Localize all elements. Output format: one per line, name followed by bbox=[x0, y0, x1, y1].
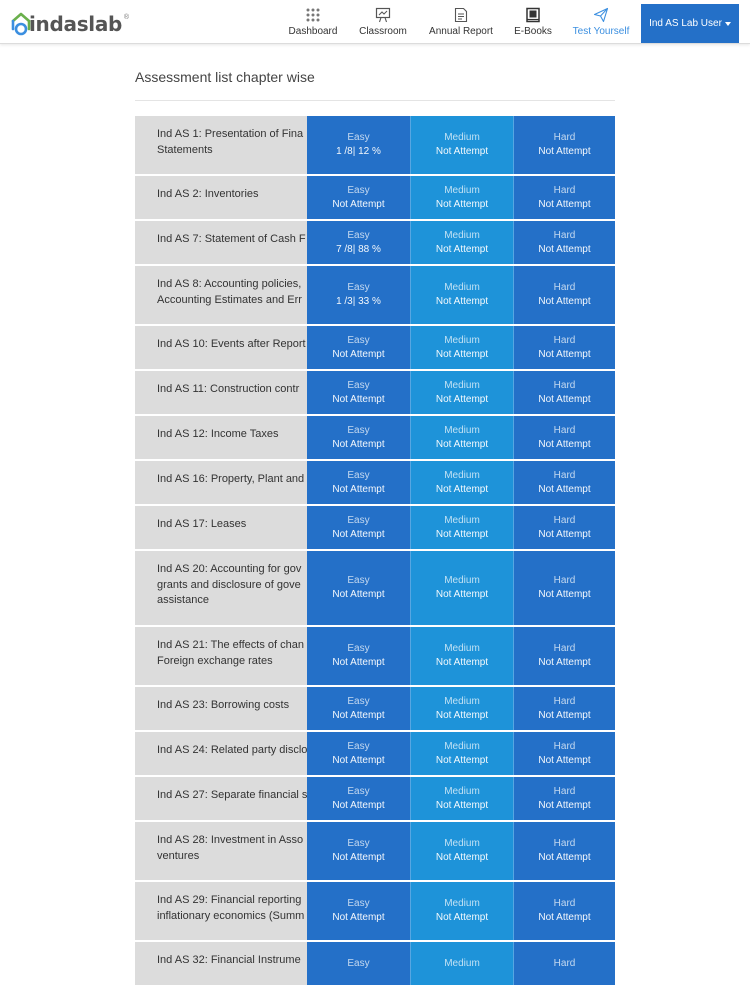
hard-assessment-cell[interactable] bbox=[513, 506, 615, 549]
divider bbox=[135, 100, 615, 101]
medium-assessment-cell[interactable] bbox=[410, 221, 513, 264]
medium-result: Not Attempt bbox=[435, 754, 489, 766]
medium-assessment-cell[interactable] bbox=[410, 882, 513, 940]
easy-level-label: Easy bbox=[347, 282, 370, 293]
hard-result: Not Attempt bbox=[538, 438, 591, 450]
chapter-name-line: Ind AS 11: Construction contr bbox=[157, 383, 300, 395]
brand-logo[interactable] bbox=[10, 7, 130, 41]
medium-result: Not Attempt bbox=[435, 296, 489, 307]
hard-level-label: Hard bbox=[553, 695, 576, 707]
medium-assessment-cell[interactable] bbox=[410, 822, 513, 880]
hard-level-label: Hard bbox=[553, 469, 576, 481]
medium-level-label: Medium bbox=[444, 184, 480, 196]
classroom-board-icon bbox=[375, 7, 391, 23]
assessment-table bbox=[135, 116, 615, 987]
annual-report-document-icon bbox=[453, 7, 469, 23]
hard-result: Not Attempt bbox=[538, 912, 591, 923]
chapter-name-line: Ind AS 20: Accounting for gov bbox=[157, 563, 302, 575]
easy-level-label: Easy bbox=[347, 838, 370, 849]
hard-result: Not Attempt bbox=[538, 799, 591, 811]
chapter-name bbox=[135, 882, 307, 940]
easy-level-label: Easy bbox=[347, 469, 370, 481]
chapter-name bbox=[135, 371, 307, 414]
table-row bbox=[135, 176, 615, 221]
chapter-name bbox=[135, 732, 307, 775]
easy-result: 1 /8| 12 % bbox=[336, 146, 381, 157]
chapter-name-line: grants and disclosure of gove bbox=[157, 578, 301, 591]
easy-result: Not Attempt bbox=[332, 912, 385, 923]
medium-result: Not Attempt bbox=[435, 146, 489, 157]
hard-assessment-cell[interactable] bbox=[513, 687, 615, 730]
easy-assessment-cell[interactable] bbox=[307, 176, 410, 219]
medium-result: Not Attempt bbox=[435, 799, 489, 811]
chapter-name-line: ventures bbox=[157, 849, 200, 862]
hard-level-label: Hard bbox=[553, 838, 576, 849]
hard-assessment-cell[interactable] bbox=[513, 627, 615, 685]
nav-dashboard-label: Dashboard bbox=[288, 26, 338, 37]
hard-assessment-cell[interactable] bbox=[513, 416, 615, 459]
medium-assessment-cell[interactable] bbox=[410, 942, 513, 985]
medium-level-label: Medium bbox=[444, 898, 480, 909]
medium-assessment-cell[interactable] bbox=[410, 461, 513, 504]
chapter-name-line: Statements bbox=[157, 143, 213, 156]
hard-assessment-cell[interactable] bbox=[513, 882, 615, 940]
chapter-name bbox=[135, 822, 307, 880]
chapter-name bbox=[135, 942, 307, 985]
chapter-name-line: Ind AS 17: Leases bbox=[157, 518, 247, 530]
hard-result: Not Attempt bbox=[538, 483, 591, 495]
hard-assessment-cell[interactable] bbox=[513, 116, 615, 174]
hard-assessment-cell[interactable] bbox=[513, 551, 615, 625]
hard-result: Not Attempt bbox=[538, 657, 591, 668]
chapter-name bbox=[135, 506, 307, 549]
hard-result: Not Attempt bbox=[538, 852, 591, 863]
medium-level-label: Medium bbox=[444, 740, 480, 752]
hard-assessment-cell[interactable] bbox=[513, 942, 615, 985]
table-row bbox=[135, 882, 615, 942]
hard-level-label: Hard bbox=[553, 229, 576, 241]
hard-result: Not Attempt bbox=[538, 296, 591, 307]
nav-dashboard[interactable] bbox=[288, 0, 338, 44]
hard-level-label: Hard bbox=[553, 132, 576, 143]
table-row bbox=[135, 942, 615, 987]
easy-assessment-cell[interactable] bbox=[307, 416, 410, 459]
easy-level-label: Easy bbox=[347, 643, 370, 654]
hard-level-label: Hard bbox=[553, 424, 576, 436]
easy-level-label: Easy bbox=[347, 229, 370, 241]
easy-level-label: Easy bbox=[347, 334, 370, 346]
easy-assessment-cell[interactable] bbox=[307, 627, 410, 685]
table-row bbox=[135, 627, 615, 687]
chapter-name-line: Ind AS 21: The effects of chan bbox=[157, 639, 304, 651]
table-row bbox=[135, 461, 615, 506]
medium-result: Not Attempt bbox=[435, 709, 489, 721]
table-row bbox=[135, 732, 615, 777]
hard-level-label: Hard bbox=[553, 334, 576, 346]
medium-assessment-cell[interactable] bbox=[410, 116, 513, 174]
easy-result: 1 /3| 33 % bbox=[336, 296, 381, 307]
nav-classroom[interactable] bbox=[358, 0, 408, 44]
hard-result: Not Attempt bbox=[538, 709, 591, 721]
medium-level-label: Medium bbox=[444, 695, 480, 707]
easy-assessment-cell[interactable] bbox=[307, 116, 410, 174]
medium-result: Not Attempt bbox=[435, 198, 489, 210]
easy-result: Not Attempt bbox=[332, 657, 385, 668]
medium-result: Not Attempt bbox=[435, 589, 489, 600]
easy-result: Not Attempt bbox=[332, 348, 385, 360]
hard-level-label: Hard bbox=[553, 379, 576, 391]
chapter-name bbox=[135, 326, 307, 369]
nav-annual-report-label: Annual Report bbox=[429, 26, 493, 37]
chapter-name-line: Ind AS 12: Income Taxes bbox=[157, 428, 279, 440]
medium-result: Not Attempt bbox=[435, 393, 489, 405]
easy-assessment-cell[interactable] bbox=[307, 506, 410, 549]
easy-level-label: Easy bbox=[347, 695, 370, 707]
easy-result: Not Attempt bbox=[332, 754, 385, 766]
chapter-name bbox=[135, 687, 307, 730]
chapter-name-line: Ind AS 29: Financial reporting bbox=[157, 894, 302, 906]
medium-result: Not Attempt bbox=[435, 483, 489, 495]
user-menu-label: Ind AS Lab User bbox=[649, 18, 722, 29]
hard-assessment-cell[interactable] bbox=[513, 461, 615, 504]
easy-result: Not Attempt bbox=[332, 528, 385, 540]
medium-assessment-cell[interactable] bbox=[410, 777, 513, 820]
chapter-name-line: Ind AS 32: Financial Instrume bbox=[157, 954, 301, 966]
dashboard-grid-icon bbox=[305, 7, 321, 23]
chapter-name bbox=[135, 627, 307, 685]
top-navbar bbox=[0, 0, 750, 44]
ebook-icon bbox=[525, 7, 541, 23]
nav-classroom-label: Classroom bbox=[359, 26, 407, 37]
medium-result: Not Attempt bbox=[435, 243, 489, 255]
easy-level-label: Easy bbox=[347, 957, 370, 969]
hard-assessment-cell[interactable] bbox=[513, 326, 615, 369]
medium-result: Not Attempt bbox=[435, 528, 489, 540]
chapter-name-line: Ind AS 24: Related party disclo bbox=[157, 744, 307, 756]
easy-assessment-cell[interactable] bbox=[307, 822, 410, 880]
chapter-name bbox=[135, 176, 307, 219]
easy-level-label: Easy bbox=[347, 785, 370, 797]
hard-level-label: Hard bbox=[553, 898, 576, 909]
medium-level-label: Medium bbox=[444, 334, 480, 346]
medium-result: Not Attempt bbox=[435, 348, 489, 360]
table-row bbox=[135, 266, 615, 326]
chapter-name-line: inflationary economics (Summ bbox=[157, 909, 305, 922]
easy-result: Not Attempt bbox=[332, 589, 385, 600]
hard-result: Not Attempt bbox=[538, 348, 591, 360]
medium-level-label: Medium bbox=[444, 132, 480, 143]
table-row bbox=[135, 221, 615, 266]
medium-assessment-cell[interactable] bbox=[410, 506, 513, 549]
easy-result: Not Attempt bbox=[332, 852, 385, 863]
medium-assessment-cell[interactable] bbox=[410, 176, 513, 219]
paper-plane-icon bbox=[593, 7, 609, 23]
table-row bbox=[135, 551, 615, 627]
chapter-name-line: Ind AS 1: Presentation of Fina bbox=[157, 128, 304, 140]
medium-level-label: Medium bbox=[444, 575, 480, 586]
medium-assessment-cell[interactable] bbox=[410, 371, 513, 414]
medium-level-label: Medium bbox=[444, 514, 480, 526]
hard-result: Not Attempt bbox=[538, 198, 591, 210]
medium-assessment-cell[interactable] bbox=[410, 266, 513, 324]
hard-result: Not Attempt bbox=[538, 146, 591, 157]
easy-level-label: Easy bbox=[347, 379, 370, 391]
medium-assessment-cell[interactable] bbox=[410, 551, 513, 625]
table-row bbox=[135, 416, 615, 461]
hard-assessment-cell[interactable] bbox=[513, 822, 615, 880]
hard-assessment-cell[interactable] bbox=[513, 371, 615, 414]
medium-level-label: Medium bbox=[444, 469, 480, 481]
chapter-name-line: Ind AS 10: Events after Report bbox=[157, 338, 306, 350]
easy-result: Not Attempt bbox=[332, 709, 385, 721]
hard-level-label: Hard bbox=[553, 785, 576, 797]
easy-level-label: Easy bbox=[347, 898, 370, 909]
page-title: Assessment list chapter wise bbox=[135, 69, 315, 85]
chapter-name-line: assistance bbox=[157, 594, 209, 606]
easy-result: Not Attempt bbox=[332, 198, 385, 210]
chapter-name-line: Ind AS 28: Investment in Asso bbox=[157, 834, 304, 846]
hard-assessment-cell[interactable] bbox=[513, 732, 615, 775]
chapter-name bbox=[135, 116, 307, 174]
easy-assessment-cell[interactable] bbox=[307, 687, 410, 730]
chapter-name-line: Ind AS 2: Inventories bbox=[157, 188, 259, 200]
hard-result: Not Attempt bbox=[538, 589, 591, 600]
chapter-name-line: Ind AS 16: Property, Plant and bbox=[157, 473, 305, 485]
easy-assessment-cell[interactable] bbox=[307, 551, 410, 625]
medium-result: Not Attempt bbox=[435, 438, 489, 450]
easy-assessment-cell[interactable] bbox=[307, 461, 410, 504]
easy-assessment-cell[interactable] bbox=[307, 882, 410, 940]
hard-level-label: Hard bbox=[553, 957, 576, 969]
nav-ebooks-label: E-Books bbox=[514, 26, 552, 37]
table-row bbox=[135, 506, 615, 551]
medium-level-label: Medium bbox=[444, 229, 480, 241]
hard-assessment-cell[interactable] bbox=[513, 176, 615, 219]
chapter-name-line: Foreign exchange rates bbox=[157, 654, 273, 667]
medium-assessment-cell[interactable] bbox=[410, 687, 513, 730]
hard-result: Not Attempt bbox=[538, 393, 591, 405]
medium-assessment-cell[interactable] bbox=[410, 627, 513, 685]
table-row bbox=[135, 326, 615, 371]
chapter-name-line: Ind AS 23: Borrowing costs bbox=[157, 699, 290, 711]
medium-result: Not Attempt bbox=[435, 852, 489, 863]
easy-level-label: Easy bbox=[347, 184, 370, 196]
medium-level-label: Medium bbox=[444, 379, 480, 391]
medium-result: Not Attempt bbox=[435, 657, 489, 668]
easy-level-label: Easy bbox=[347, 575, 370, 586]
medium-result: Not Attempt bbox=[435, 912, 489, 923]
medium-assessment-cell[interactable] bbox=[410, 416, 513, 459]
nav-test-yourself[interactable] bbox=[569, 0, 633, 44]
medium-level-label: Medium bbox=[444, 424, 480, 436]
easy-assessment-cell[interactable] bbox=[307, 266, 410, 324]
medium-assessment-cell[interactable] bbox=[410, 326, 513, 369]
caret-down-icon bbox=[725, 22, 731, 26]
medium-level-label: Medium bbox=[444, 282, 480, 293]
easy-assessment-cell[interactable] bbox=[307, 777, 410, 820]
nav-annual-report[interactable] bbox=[428, 0, 494, 44]
medium-level-label: Medium bbox=[444, 957, 480, 969]
chapter-name-line: Ind AS 27: Separate financial s bbox=[157, 789, 307, 801]
chapter-name-line: Ind AS 7: Statement of Cash F bbox=[157, 233, 306, 245]
chapter-name bbox=[135, 266, 307, 324]
easy-assessment-cell[interactable] bbox=[307, 942, 410, 985]
hard-result: Not Attempt bbox=[538, 243, 591, 255]
medium-assessment-cell[interactable] bbox=[410, 732, 513, 775]
table-row bbox=[135, 116, 615, 176]
hard-assessment-cell[interactable] bbox=[513, 777, 615, 820]
chapter-name bbox=[135, 221, 307, 264]
table-row bbox=[135, 687, 615, 732]
hard-assessment-cell[interactable] bbox=[513, 266, 615, 324]
medium-level-label: Medium bbox=[444, 643, 480, 654]
nav-test-yourself-label: Test Yourself bbox=[572, 26, 630, 37]
easy-result: Not Attempt bbox=[332, 393, 385, 405]
easy-result: 7 /8| 88 % bbox=[336, 243, 381, 255]
hard-level-label: Hard bbox=[553, 514, 576, 526]
hard-result: Not Attempt bbox=[538, 528, 591, 540]
table-row bbox=[135, 371, 615, 416]
easy-level-label: Easy bbox=[347, 424, 370, 436]
table-row bbox=[135, 822, 615, 882]
user-menu-button[interactable] bbox=[641, 4, 739, 43]
chapter-name-line: Ind AS 8: Accounting policies, bbox=[157, 278, 302, 290]
easy-assessment-cell[interactable] bbox=[307, 326, 410, 369]
easy-assessment-cell[interactable] bbox=[307, 371, 410, 414]
brand-registered-mark: ® bbox=[123, 14, 130, 21]
hard-level-label: Hard bbox=[553, 643, 576, 654]
easy-level-label: Easy bbox=[347, 514, 370, 526]
hard-assessment-cell[interactable] bbox=[513, 221, 615, 264]
hard-level-label: Hard bbox=[553, 740, 576, 752]
hard-level-label: Hard bbox=[553, 184, 576, 196]
hard-level-label: Hard bbox=[553, 282, 576, 293]
easy-assessment-cell[interactable] bbox=[307, 221, 410, 264]
chapter-name bbox=[135, 551, 307, 625]
chapter-name bbox=[135, 777, 307, 820]
easy-result: Not Attempt bbox=[332, 483, 385, 495]
easy-result: Not Attempt bbox=[332, 799, 385, 811]
easy-assessment-cell[interactable] bbox=[307, 732, 410, 775]
chapter-name bbox=[135, 461, 307, 504]
medium-level-label: Medium bbox=[444, 838, 480, 849]
easy-result: Not Attempt bbox=[332, 438, 385, 450]
brand-name: indaslab bbox=[29, 12, 123, 36]
hard-result: Not Attempt bbox=[538, 754, 591, 766]
nav-ebooks[interactable] bbox=[513, 0, 553, 44]
chapter-name-line: Accounting Estimates and Err bbox=[157, 293, 302, 306]
table-row bbox=[135, 777, 615, 822]
medium-level-label: Medium bbox=[444, 785, 480, 797]
easy-level-label: Easy bbox=[347, 132, 370, 143]
easy-level-label: Easy bbox=[347, 740, 370, 752]
chapter-name bbox=[135, 416, 307, 459]
hard-level-label: Hard bbox=[553, 575, 576, 586]
